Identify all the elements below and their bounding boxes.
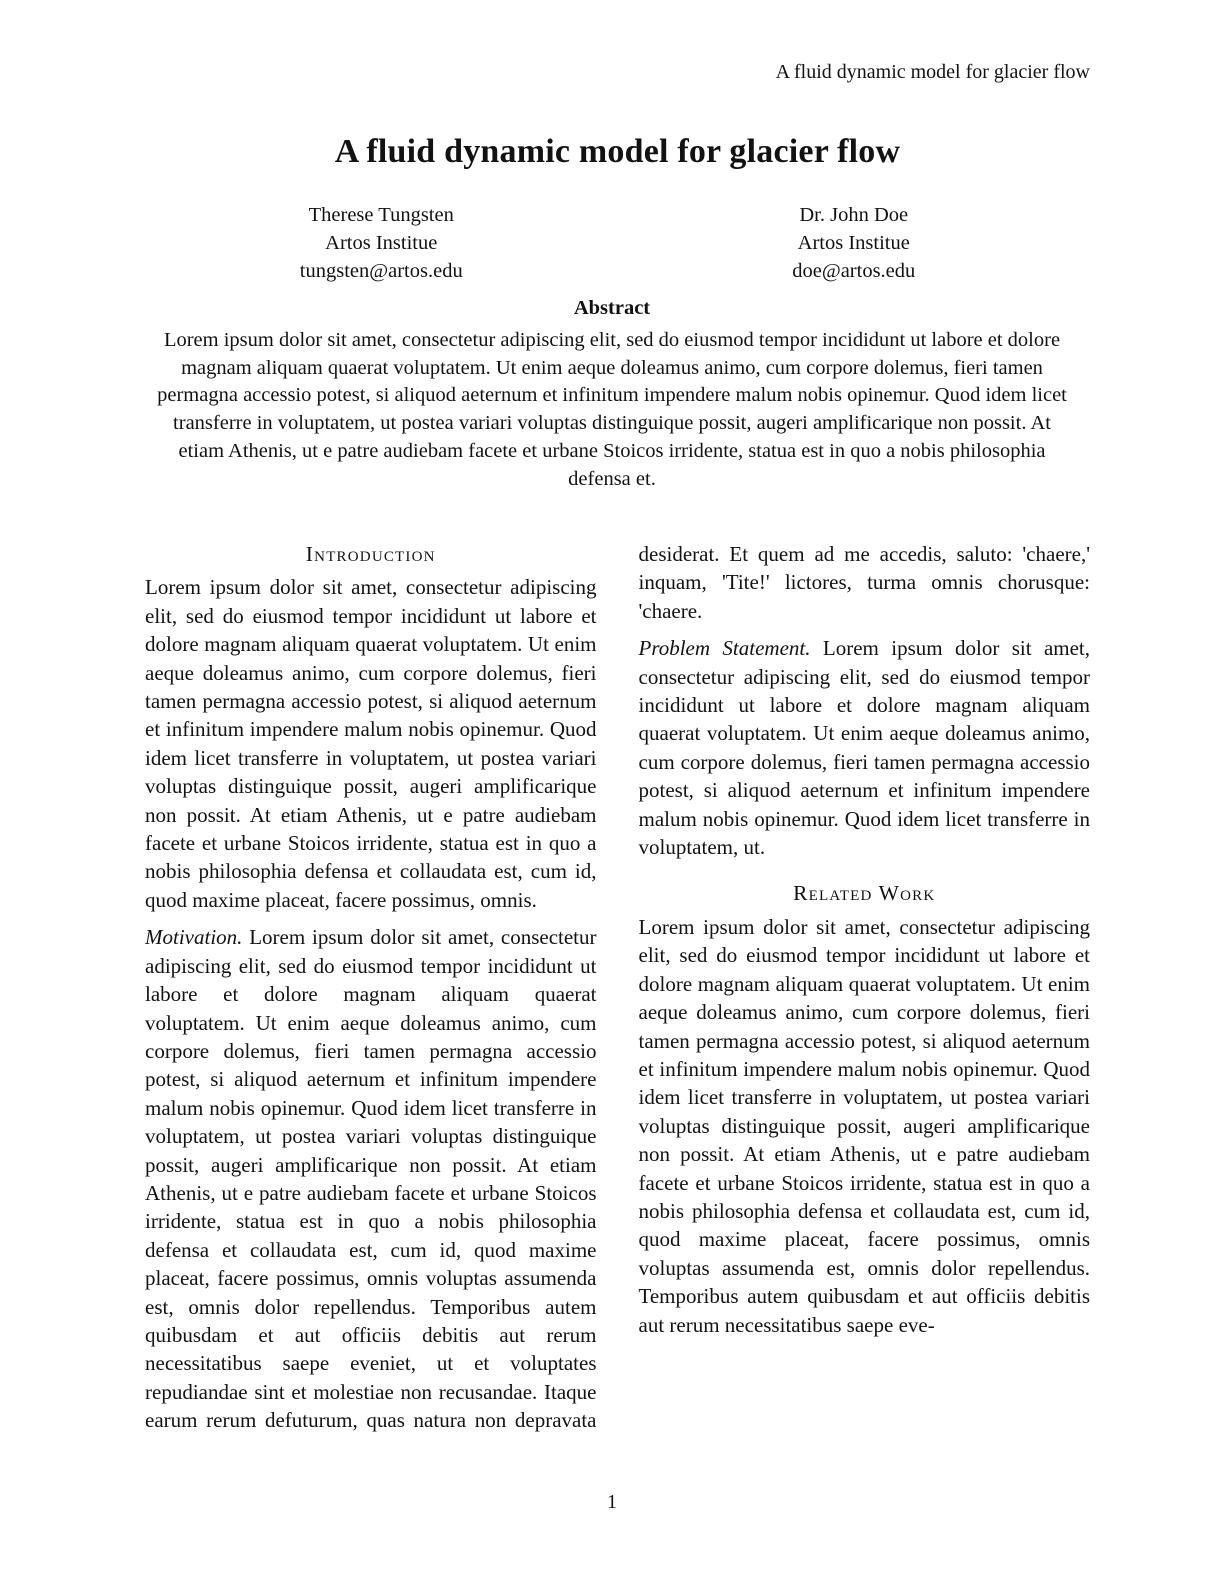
run-in-heading-motivation: Motivation. [145, 925, 243, 950]
paragraph-problem-statement [639, 634, 1091, 861]
body-columns [145, 540, 1090, 1442]
author-name: Therese Tungsten [308, 204, 454, 226]
paragraph-motivation-text: Lorem ipsum dolor sit amet, consectetur adipiscing elit, sed do eiusmod tempor incididunt ut labore et dolore magnam aliquam quaerat voluptatem. Ut enim aeque doleamus animo, cum corpore dolemus, fieri tamen permagna accessio potest, si aliquod aeternum et infinitum impendere malum nobis opinemur. Quod idem licet transferre in voluptatem, ut postea variari voluptas distinguique possit, augeri amplificarique non possit. At etiam Athenis, ut e patre audiebam facete et urbane Stoicos irridente, statua est in quo a nobis philosophia defensa et collaudata est, cum id, quod maxime placeat, facere possimus, omnis voluptas assumenda est, omnis dolor repellendus. Temporibus autem quibusdam et aut officiis debitis aut rerum necessitatibus saepe eveniet, ut et voluptates repudiandae sint et molestiae non recusandae. Itaque earum rerum defuturum, quas natura non depravata desiderat. Et quem ad me accedis, saluto: 'chaere,' inquam, 'Tite!' lictores, turma omnis chorusque: 'chaere. [145, 542, 1090, 1433]
section-heading-related-work: Related Work [793, 881, 936, 906]
abstract-section [154, 297, 1070, 493]
paragraph-related-work: Lorem ipsum dolor sit amet, consectetur adipiscing elit, sed do eiusmod tempor incididunt ut labore et dolore magnam aliquam quaerat voluptatem. Ut enim aeque doleamus animo, cum corpore dolemus, fieri tamen permagna accessio potest, si aliquod aeternum et infinitum impendere malum nobis opinemur. Quod idem licet transferre in voluptatem, ut postea variari voluptas distinguique possit, augeri amplificarique non possit. At etiam Athenis, ut e patre audiebam facete et urbane Stoicos irridente, statua est in quo a nobis philosophia defensa et collaudata est, cum id, quod maxime placeat, facere possimus, omnis voluptas assumenda est, omnis dolor repellendus. Temporibus autem quibusdam et aut officiis debitis aut rerum necessitatibus saepe eve- [638, 914, 1090, 1337]
section-heading-introduction: Introduction [305, 542, 436, 566]
page-number: 1 [607, 1491, 617, 1513]
author-affiliation: Artos Institue [325, 232, 438, 254]
author-name: Dr. John Doe [799, 204, 909, 226]
paragraph-introduction: Lorem ipsum dolor sit amet, consectetur adipiscing elit, sed do eiusmod tempor incididunt ut labore et dolore magnam aliquam quaerat voluptatem. Ut enim aeque doleamus animo, cum corpore dolemus, fieri tamen permagna accessio potest, si aliquod aeternum et infinitum impendere malum nobis opinemur. Quod idem licet transferre in voluptatem, ut postea variari voluptas distinguique possit, augeri amplificarique non possit. At etiam Athenis, ut e patre audiebam facete et urbane Stoicos irridente, statua est in quo a nobis philosophia defensa et collaudata est, cum id, quod maxime placeat, facere possimus, omnis. [145, 575, 597, 912]
author-second [618, 201, 1091, 285]
paragraph-problem-statement-text: Lorem ipsum dolor sit amet, consectetur adipiscing elit, sed do eiusmod tempor incididunt ut labore et dolore magnam aliquam quaerat voluptatem. Ut enim aeque doleamus animo, cum corpore dolemus, fieri tamen permagna accessio potest, si aliquod aeternum et infinitum impendere malum nobis opinemur. Quod idem licet transferre in voluptatem, ut. [638, 636, 1090, 860]
paper-title: A fluid dynamic model for glacier flow [334, 133, 901, 170]
running-header: A fluid dynamic model for glacier flow [775, 61, 1090, 83]
abstract-text: Lorem ipsum dolor sit amet, consectetur adipiscing elit, sed do eiusmod tempor incididunt ut labore et dolore magnam aliquam quaerat voluptatem. Ut enim aeque doleamus animo, cum corpore dolemus, fieri tamen permagna accessio potest, si aliquod aeternum et infinitum impendere malum nobis opinemur. Quod idem licet transferre in voluptatem, ut postea variari voluptas distinguique possit, augeri amplificarique non possit. At etiam Athenis, ut e patre audiebam facete et urbane Stoicos irridente, statua est in quo a nobis philosophia defensa et. [157, 329, 1067, 490]
abstract-heading: Abstract [573, 297, 651, 319]
run-in-heading-problem-statement: Problem Statement. [638, 636, 811, 661]
author-email: tungsten@artos.edu [299, 260, 463, 282]
author-first [145, 201, 618, 285]
author-block [145, 201, 1090, 285]
author-affiliation: Artos Institue [797, 232, 910, 254]
author-email: doe@artos.edu [792, 260, 916, 282]
